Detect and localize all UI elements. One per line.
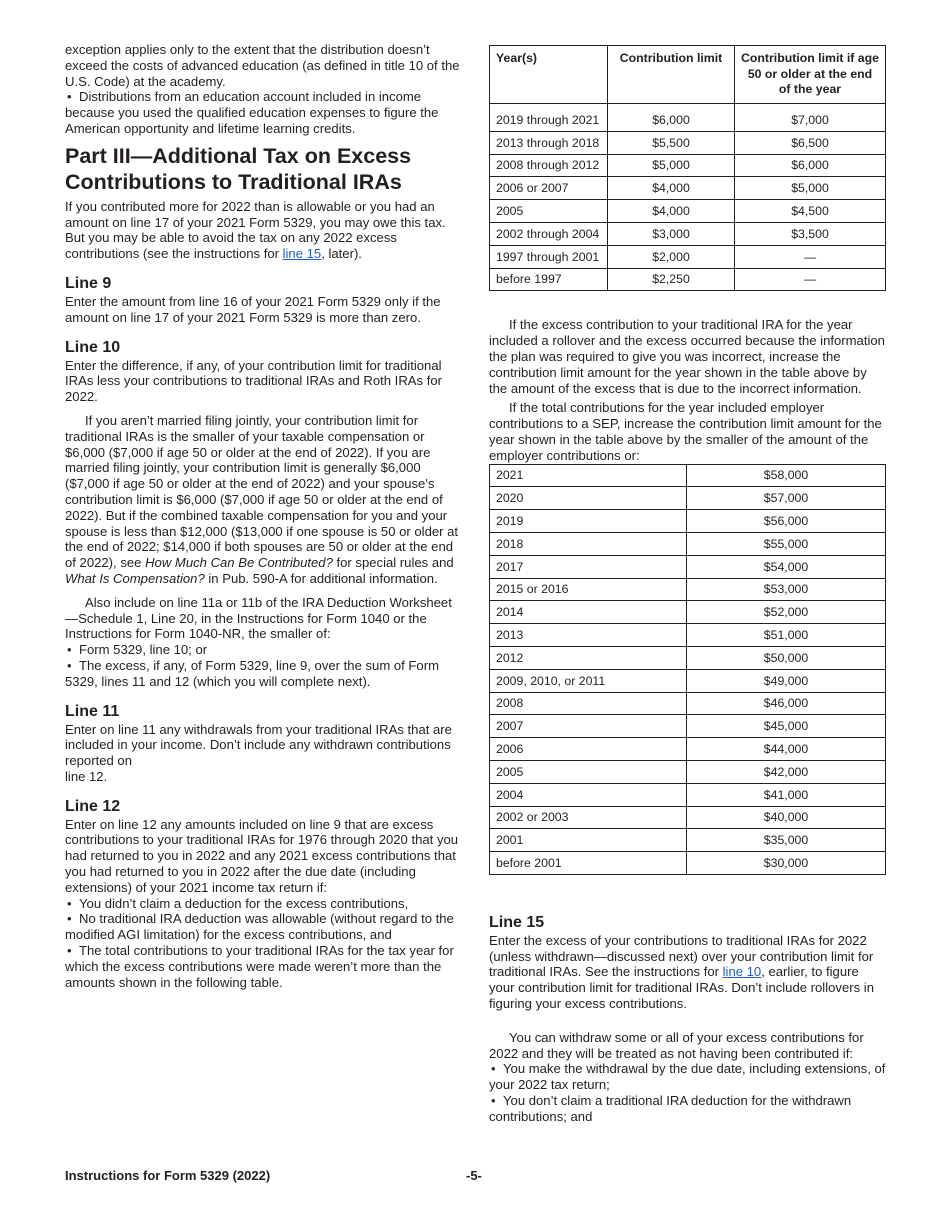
cell-amount: $44,000	[687, 738, 886, 761]
table-row	[490, 624, 886, 647]
cell-year: 2004	[490, 783, 687, 806]
table-row	[490, 715, 886, 738]
cell-amount: $46,000	[687, 692, 886, 715]
cell-year: 2021	[490, 464, 687, 487]
line-15-heading: Line 15	[489, 913, 545, 931]
table-row	[490, 806, 886, 829]
cell-year: 2019	[490, 510, 687, 533]
cell-year: 2001	[490, 829, 687, 852]
cell-year: 2015 or 2016	[490, 578, 687, 601]
cell-limit-50: —	[735, 245, 886, 268]
cell-amount: $58,000	[687, 464, 886, 487]
table-row	[490, 510, 886, 533]
line-10-bullet: • Form 5329, line 10; or	[65, 642, 462, 658]
table-row	[490, 532, 886, 555]
cell-year: 2014	[490, 601, 687, 624]
cell-limit: $6,000	[608, 104, 735, 132]
cell-year: 2018	[490, 532, 687, 555]
cell-limit: $4,000	[608, 200, 735, 223]
table-row	[490, 104, 886, 132]
table-row	[490, 783, 886, 806]
cell-amount: $45,000	[687, 715, 886, 738]
line-9-heading: Line 9	[65, 274, 112, 292]
column-header-limit: Contribution limit	[608, 46, 735, 104]
cell-years: 1997 through 2001	[490, 245, 608, 268]
cell-amount: $57,000	[687, 487, 886, 510]
part-iii-intro: If you contributed more for 2022 than is allowable or you had an amount on line 17 of your 2021 Form 5329, you may owe this tax. But you may be able to avoid the tax on any 2022 excess contributions (see the instructions for line 15, later).	[65, 198, 446, 262]
table-row	[490, 601, 886, 624]
cell-limit: $5,500	[608, 131, 735, 154]
cell-limit: $2,000	[608, 245, 735, 268]
cell-year: 2007	[490, 715, 687, 738]
cell-amount: $40,000	[687, 806, 886, 829]
cell-years: 2006 or 2007	[490, 177, 608, 200]
table-row	[490, 131, 886, 154]
cell-amount: $55,000	[687, 532, 886, 555]
intro-bullet: • Distributions from an education account included in income because you used the qualified education expenses to figure the American opportunity and lifetime learning credits.	[65, 89, 462, 136]
table-row	[490, 268, 886, 291]
line-12-heading: Line 12	[65, 797, 121, 815]
line-11-text-cont: line 12.	[65, 768, 108, 784]
contribution-limit-table	[489, 45, 886, 291]
cell-amount: $53,000	[687, 578, 886, 601]
line-11-heading: Line 11	[65, 702, 120, 720]
table-row	[490, 222, 886, 245]
table-row	[490, 646, 886, 669]
rollover-paragraph: If the excess contribution to your traditional IRA for the year included a rollover and the excess occurred because the information the plan was required to give you was incorrect, increase the contribution limit amount for the year shown in the table above by the amount of the excess that is due to the incorrect information.	[489, 317, 885, 396]
table-row	[490, 852, 886, 875]
sep-limit-table	[489, 464, 886, 875]
line-10-also-include: Also include on line 11a or 11b of the IRA Deduction Worksheet—Schedule 1, Line 20, in the Instructions for Form 1040 or the Instructions for Form 1040-NR, the smaller of:	[65, 594, 452, 642]
line-12-bullet: • The total contributions to your traditional IRAs for the tax year for which the excess contributions were made weren’t more than the amounts shown in the following table.	[65, 943, 462, 990]
cell-amount: $41,000	[687, 783, 886, 806]
withdraw-bullet: • You make the withdrawal by the due date, including extensions, of your 2022 tax return;	[489, 1061, 886, 1093]
cell-year: 2009, 2010, or 2011	[490, 669, 687, 692]
table-row	[490, 555, 886, 578]
cell-amount: $54,000	[687, 555, 886, 578]
table-row	[490, 760, 886, 783]
left-column	[65, 42, 462, 990]
cell-limit-50: $3,500	[735, 222, 886, 245]
cell-year: 2006	[490, 738, 687, 761]
table-row	[490, 829, 886, 852]
cell-amount: $35,000	[687, 829, 886, 852]
line-12-text: Enter on line 12 any amounts included on line 9 that are excess contributions to your traditional IRAs for 1976 through 2020 that you had returned to you in 2022 and any 2021 excess contributions that you had returned to you in 2022 after the due date (including extensions) of your 2021 income tax return if:	[65, 816, 459, 895]
line-15-text: Enter the excess of your contributions to traditional IRAs for 2022 (unless withdrawn—discussed next) over your contribution limit for traditional IRAs. See the instructions for line 10, earlier, to figure your contribution limit for traditional IRAs. Don’t include rollovers in figuring your excess contributions.	[489, 932, 874, 1012]
cell-years: 2008 through 2012	[490, 154, 608, 177]
cell-limit-50: $5,000	[735, 177, 886, 200]
table-row	[490, 738, 886, 761]
sep-paragraph: If the total contributions for the year included employer contributions to a SEP, increase the contribution limit amount for the year shown in the table above by the smaller of the amount of the employer contributions or:	[489, 400, 882, 463]
line-10-heading: Line 10	[65, 338, 121, 356]
line-12-bullet: • No traditional IRA deduction was allowable (without regard to the modified AGI limitation) for the excess contributions, and	[65, 911, 462, 943]
table-row	[490, 464, 886, 487]
cell-amount: $42,000	[687, 760, 886, 783]
table-row	[490, 177, 886, 200]
line-9-text: Enter the amount from line 16 of your 2021 Form 5329 only if the amount on line 17 of your 2021 Form 5329 is more than zero.	[65, 293, 441, 325]
cell-amount: $52,000	[687, 601, 886, 624]
line-10-text: Enter the difference, if any, of your contribution limit for traditional IRAs less your contributions to traditional IRAs and Roth IRAs for 2022.	[65, 357, 442, 405]
table-row	[490, 200, 886, 223]
table-row	[490, 578, 886, 601]
line-10-link[interactable]: line 10	[722, 964, 762, 980]
cell-limit-50: —	[735, 268, 886, 291]
line-10-bullet: • The excess, if any, of Form 5329, line 9, over the sum of Form 5329, lines 11 and 12 (which you will complete next).	[65, 658, 462, 690]
cell-limit: $2,250	[608, 268, 735, 291]
table-row	[490, 669, 886, 692]
table-header-row	[490, 46, 886, 104]
cell-year: before 2001	[490, 852, 687, 875]
cell-limit-50: $7,000	[735, 104, 886, 132]
cell-limit: $3,000	[608, 222, 735, 245]
footer-title: Instructions for Form 5329 (2022)	[65, 1168, 271, 1183]
cell-limit-50: $4,500	[735, 200, 886, 223]
withdraw-paragraph: You can withdraw some or all of your excess contributions for 2022 and they will be treated as not having been contributed if:	[489, 1029, 864, 1061]
cell-year: 2005	[490, 760, 687, 783]
cell-year: 2012	[490, 646, 687, 669]
cell-amount: $49,000	[687, 669, 886, 692]
table-row	[490, 487, 886, 510]
table-row	[490, 692, 886, 715]
line-10-limit-paragraph: If you aren’t married filing jointly, your contribution limit for traditional IRAs is the smaller of your taxable compensation or $6,000 ($7,000 if age 50 or older at the end of 2022). If you are married filing jointly, your contribution limit is generally $6,000 ($7,000 if age 50 or older at the end of 2022) and your spouse's contribution limit is $6,000 ($7,000 if age 50 or older at the end of 2022). But if the combined taxable compensation for you and your spouse is less than $12,000 ($13,000 if one spouse is 50 or older at the end of 2022; $14,000 if both spouses are 50 or older at the end of 2022), see How Much Can Be Contributed? for special rules and What Is Compensation? in Pub. 590-A for additional information.	[65, 412, 459, 586]
cell-year: 2002 or 2003	[490, 806, 687, 829]
cell-limit-50: $6,000	[735, 154, 886, 177]
table-row	[490, 154, 886, 177]
cell-years: 2019 through 2021	[490, 104, 608, 132]
intro-paragraph: exception applies only to the extent that the distribution doesn’t exceed the costs of advanced education (as defined in title 10 of the U.S. Code) at the academy.	[65, 42, 460, 89]
cell-years: 2002 through 2004	[490, 222, 608, 245]
cell-limit-50: $6,500	[735, 131, 886, 154]
cell-years: 2013 through 2018	[490, 131, 608, 154]
line-15-link[interactable]: line 15	[282, 246, 322, 262]
cell-amount: $56,000	[687, 510, 886, 533]
cell-limit: $5,000	[608, 154, 735, 177]
withdraw-bullet: • You don’t claim a traditional IRA deduction for the withdrawn contributions; and	[489, 1093, 886, 1125]
cell-years: 2005	[490, 200, 608, 223]
right-column	[489, 45, 886, 1125]
line-12-bullet: • You didn’t claim a deduction for the excess contributions,	[65, 896, 462, 912]
cell-limit: $4,000	[608, 177, 735, 200]
cell-year: 2020	[490, 487, 687, 510]
cell-years: before 1997	[490, 268, 608, 291]
line-11-text: Enter on line 11 any withdrawals from your traditional IRAs that are included in your income. Don’t include any withdrawn contributions reported on	[65, 721, 452, 769]
cell-amount: $51,000	[687, 624, 886, 647]
table-row	[490, 245, 886, 268]
column-header-limit-50: Contribution limit if age 50 or older at the end of the year	[735, 46, 886, 104]
cell-amount: $50,000	[687, 646, 886, 669]
cell-year: 2008	[490, 692, 687, 715]
cell-amount: $30,000	[687, 852, 886, 875]
column-header-years: Year(s)	[490, 46, 608, 104]
cell-year: 2017	[490, 555, 687, 578]
part-iii-heading: Part III—Additional Tax on Excess Contributions to Traditional IRAs	[65, 143, 412, 194]
cell-year: 2013	[490, 624, 687, 647]
page-number: -5-	[466, 1168, 482, 1183]
